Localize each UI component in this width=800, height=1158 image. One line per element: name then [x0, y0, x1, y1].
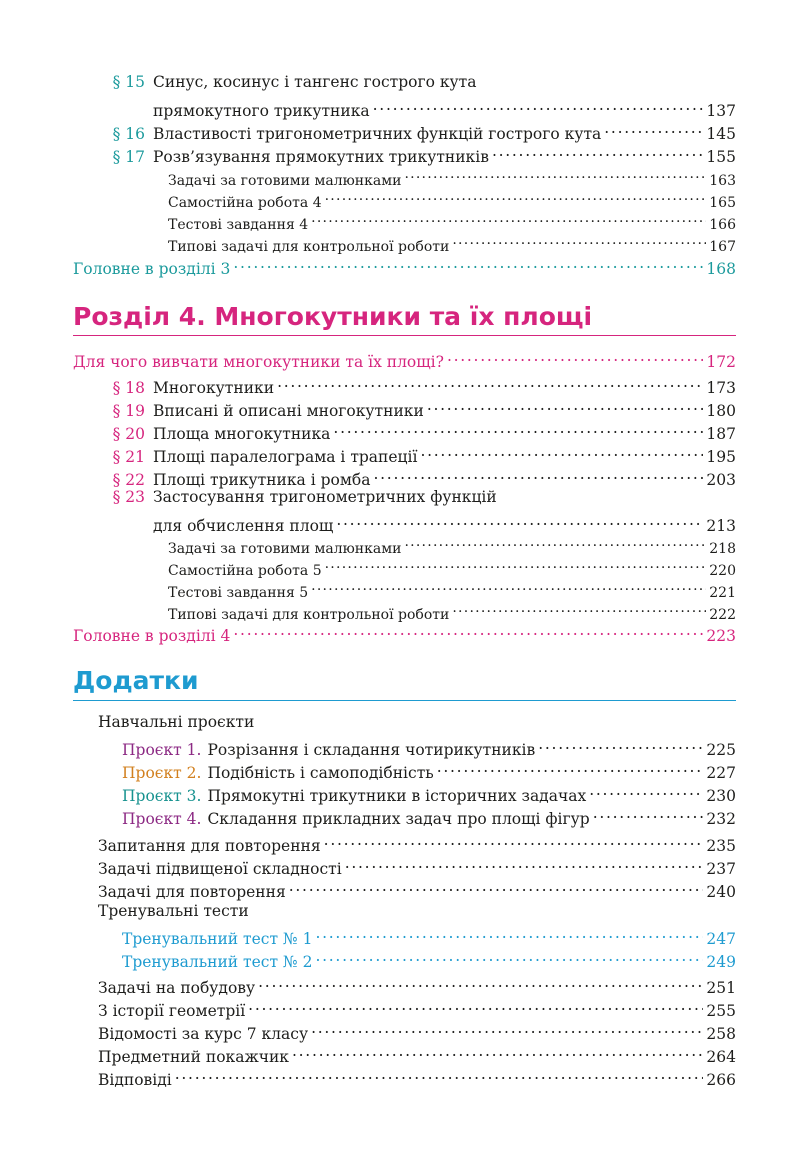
entry-title: Предметний покажчик	[98, 1048, 289, 1066]
page-number: 232	[706, 810, 736, 828]
entry-title: Задачі на побудову	[98, 979, 256, 997]
page-number: 172	[706, 353, 736, 371]
entry-title: Задачі за готовими малюнками	[168, 541, 402, 557]
page-number: 187	[706, 425, 736, 443]
leader-dots	[292, 1040, 703, 1062]
project-label: Проєкт 1.	[122, 741, 202, 759]
leader-dots	[447, 345, 703, 367]
leader-dots	[404, 163, 706, 185]
page-number: 220	[709, 563, 736, 579]
entry-title: Складання прикладних задач про площі фігур	[207, 810, 590, 828]
leader-dots	[233, 619, 703, 641]
page-number: 145	[706, 125, 736, 143]
leader-dots	[248, 994, 703, 1016]
toc-hard-problems[interactable]	[98, 852, 736, 878]
page-number: 166	[709, 217, 736, 233]
entry-title: Відомості за курс 7 класу	[98, 1025, 309, 1043]
section-number: § 15	[112, 73, 145, 91]
toc-s15-line1[interactable]	[73, 71, 736, 93]
entry-title: Розв’язування прямокутних трикутників	[153, 148, 489, 166]
leader-dots	[604, 117, 703, 139]
leader-dots	[437, 756, 704, 778]
leader-dots	[315, 945, 703, 967]
section-number: § 21	[112, 448, 145, 466]
entry-title: Вписані й описані многокутники	[153, 402, 424, 420]
toc-answers[interactable]	[98, 1063, 736, 1089]
page-number: 255	[706, 1002, 736, 1020]
toc-s16[interactable]	[73, 117, 736, 143]
toc-s18[interactable]	[73, 371, 736, 397]
leader-dots	[373, 463, 703, 485]
chapter4-title: Розділ 4. Многокутники та їх площі	[73, 302, 593, 331]
leader-dots	[311, 1017, 703, 1039]
leader-dots	[452, 229, 706, 251]
section-number: § 22	[112, 471, 145, 489]
page-number: 230	[706, 787, 736, 805]
leader-dots	[333, 417, 703, 439]
leader-dots	[589, 779, 703, 801]
page-number: 235	[706, 837, 736, 855]
leader-dots	[336, 509, 703, 531]
leader-dots	[289, 875, 704, 897]
toc-ch4-sub-1[interactable]	[168, 531, 736, 557]
leader-dots	[233, 252, 703, 274]
toc-s20[interactable]	[73, 417, 736, 443]
toc-constructions[interactable]	[98, 971, 736, 997]
toc-project-1[interactable]	[122, 733, 736, 759]
entry-title: Многокутники	[153, 379, 275, 397]
leader-dots	[492, 140, 703, 162]
page-number: 251	[706, 979, 736, 997]
entry-title: Задачі для повторення	[98, 883, 286, 901]
page-number: 173	[706, 379, 736, 397]
page-number: 203	[706, 471, 736, 489]
entry-title: прямокутного трикутника	[153, 102, 370, 120]
page-number: 237	[706, 860, 736, 878]
leader-dots	[258, 971, 703, 993]
entry-title: Застосування тригонометричних функцій	[153, 488, 497, 506]
project-label: Проєкт 4.	[122, 810, 202, 828]
page-number: 155	[706, 148, 736, 166]
leader-dots	[311, 575, 706, 597]
entry-title: Подібність і самоподібність	[207, 764, 434, 782]
toc-ch3-sub-3[interactable]	[168, 207, 736, 233]
page-number: 266	[706, 1071, 736, 1089]
entry-title: Тестові завдання 5	[168, 585, 309, 601]
page-number: 221	[709, 585, 736, 601]
section-number: § 16	[112, 125, 145, 143]
page-number: 165	[709, 195, 736, 211]
toc-test-2[interactable]	[122, 945, 736, 971]
page-number: 258	[706, 1025, 736, 1043]
entry-title: Типові задачі для контрольної роботи	[168, 239, 450, 255]
leader-dots	[420, 440, 703, 462]
toc-s22[interactable]	[73, 463, 736, 489]
leader-dots	[175, 1063, 704, 1085]
entry-title: Самостійна робота 5	[168, 563, 322, 579]
entry-title: Синус, косинус і тангенс гострого кута	[153, 73, 477, 91]
project-label: Проєкт 2.	[122, 764, 202, 782]
section-number: § 20	[112, 425, 145, 443]
entry-title: Тестові завдання 4	[168, 217, 309, 233]
toc-test-1[interactable]	[122, 922, 736, 948]
entry-title: Типові задачі для контрольної роботи	[168, 607, 450, 623]
toc-s23-line2[interactable]	[73, 509, 736, 535]
entry-title: Відповіді	[98, 1071, 172, 1089]
entry-title: Площа многокутника	[153, 425, 331, 443]
entry-title: Прямокутні трикутники в історичних задачах	[207, 787, 587, 805]
entry-title: Площі паралелограма і трапеції	[153, 448, 418, 466]
entry-title: Самостійна робота 4	[168, 195, 322, 211]
page-number: 222	[709, 607, 736, 623]
appendix-divider	[73, 700, 736, 701]
section-number: § 18	[112, 379, 145, 397]
chapter4-divider	[73, 335, 736, 336]
leader-dots	[373, 94, 704, 116]
section-number: § 17	[112, 148, 145, 166]
toc-history[interactable]	[98, 994, 736, 1020]
page-number: 227	[706, 764, 736, 782]
toc-s17[interactable]	[73, 140, 736, 166]
leader-dots	[345, 852, 704, 874]
tests-heading: Тренувальні тести	[98, 902, 249, 920]
entry-title: З історії геометрії	[98, 1002, 246, 1020]
page-number: 195	[706, 448, 736, 466]
toc-s19[interactable]	[73, 394, 736, 420]
toc-review-questions[interactable]	[98, 829, 736, 855]
toc-s21[interactable]	[73, 440, 736, 466]
entry-title: Розрізання і складання чотирикутників	[207, 741, 536, 759]
toc-review-problems[interactable]	[98, 875, 736, 901]
appendix-title: Додатки	[73, 666, 199, 695]
toc-project-3[interactable]	[122, 779, 736, 805]
leader-dots	[404, 531, 706, 553]
toc-ch4-sub-4[interactable]	[168, 597, 736, 623]
entry-title: Задачі за готовими малюнками	[168, 173, 402, 189]
toc-ch4-sub-2[interactable]	[168, 553, 736, 579]
page-number: 223	[706, 627, 736, 645]
toc-ch3-summary[interactable]	[73, 252, 736, 278]
toc-ch3-sub-4[interactable]	[168, 229, 736, 255]
entry-title: Тренувальний тест № 2	[122, 953, 313, 971]
entry-title: Властивості тригонометричних функцій гострого кута	[153, 125, 602, 143]
toc-grade7[interactable]	[98, 1017, 736, 1043]
leader-dots	[311, 207, 706, 229]
toc-index[interactable]	[98, 1040, 736, 1066]
page-number: 163	[709, 173, 736, 189]
leader-dots	[277, 371, 703, 393]
leader-dots	[538, 733, 703, 755]
leader-dots	[324, 829, 704, 851]
entry-title: Площі трикутника і ромба	[153, 471, 371, 489]
toc-ch4-summary[interactable]	[73, 619, 736, 645]
toc-project-4[interactable]	[122, 802, 736, 828]
section-number: § 19	[112, 402, 145, 420]
entry-title: Запитання для повторення	[98, 837, 321, 855]
projects-heading: Навчальні проєкти	[98, 713, 255, 731]
project-label: Проєкт 3.	[122, 787, 202, 805]
leader-dots	[593, 802, 704, 824]
page-number: 167	[709, 239, 736, 255]
leader-dots	[325, 553, 707, 575]
leader-dots	[315, 922, 703, 944]
page-number: 247	[706, 930, 736, 948]
page-number: 249	[706, 953, 736, 971]
page-number: 264	[706, 1048, 736, 1066]
page-number: 218	[709, 541, 736, 557]
page-number: 137	[706, 102, 736, 120]
entry-title: Для чого вивчати многокутники та їх площі?	[73, 353, 444, 371]
leader-dots	[452, 597, 706, 619]
page-number: 213	[706, 517, 736, 535]
entry-title: Задачі підвищеної складності	[98, 860, 342, 878]
toc-ch4-sub-3[interactable]	[168, 575, 736, 601]
toc-s15-line2[interactable]	[73, 94, 736, 120]
leader-dots	[427, 394, 704, 416]
toc-ch3-sub-2[interactable]	[168, 185, 736, 211]
page-number: 180	[706, 402, 736, 420]
toc-ch3-sub-1[interactable]	[168, 163, 736, 189]
entry-title: Головне в розділі 3	[73, 260, 231, 278]
toc-s23-line1[interactable]	[73, 486, 736, 508]
page-number: 168	[706, 260, 736, 278]
entry-title: Головне в розділі 4	[73, 627, 231, 645]
entry-title: для обчислення площ	[153, 517, 334, 535]
page-number: 240	[706, 883, 736, 901]
section-number: § 23	[112, 488, 145, 506]
toc-ch4-intro[interactable]	[73, 345, 736, 371]
toc-project-2[interactable]	[122, 756, 736, 782]
leader-dots	[325, 185, 707, 207]
entry-title: Тренувальний тест № 1	[122, 930, 313, 948]
page-number: 225	[706, 741, 736, 759]
